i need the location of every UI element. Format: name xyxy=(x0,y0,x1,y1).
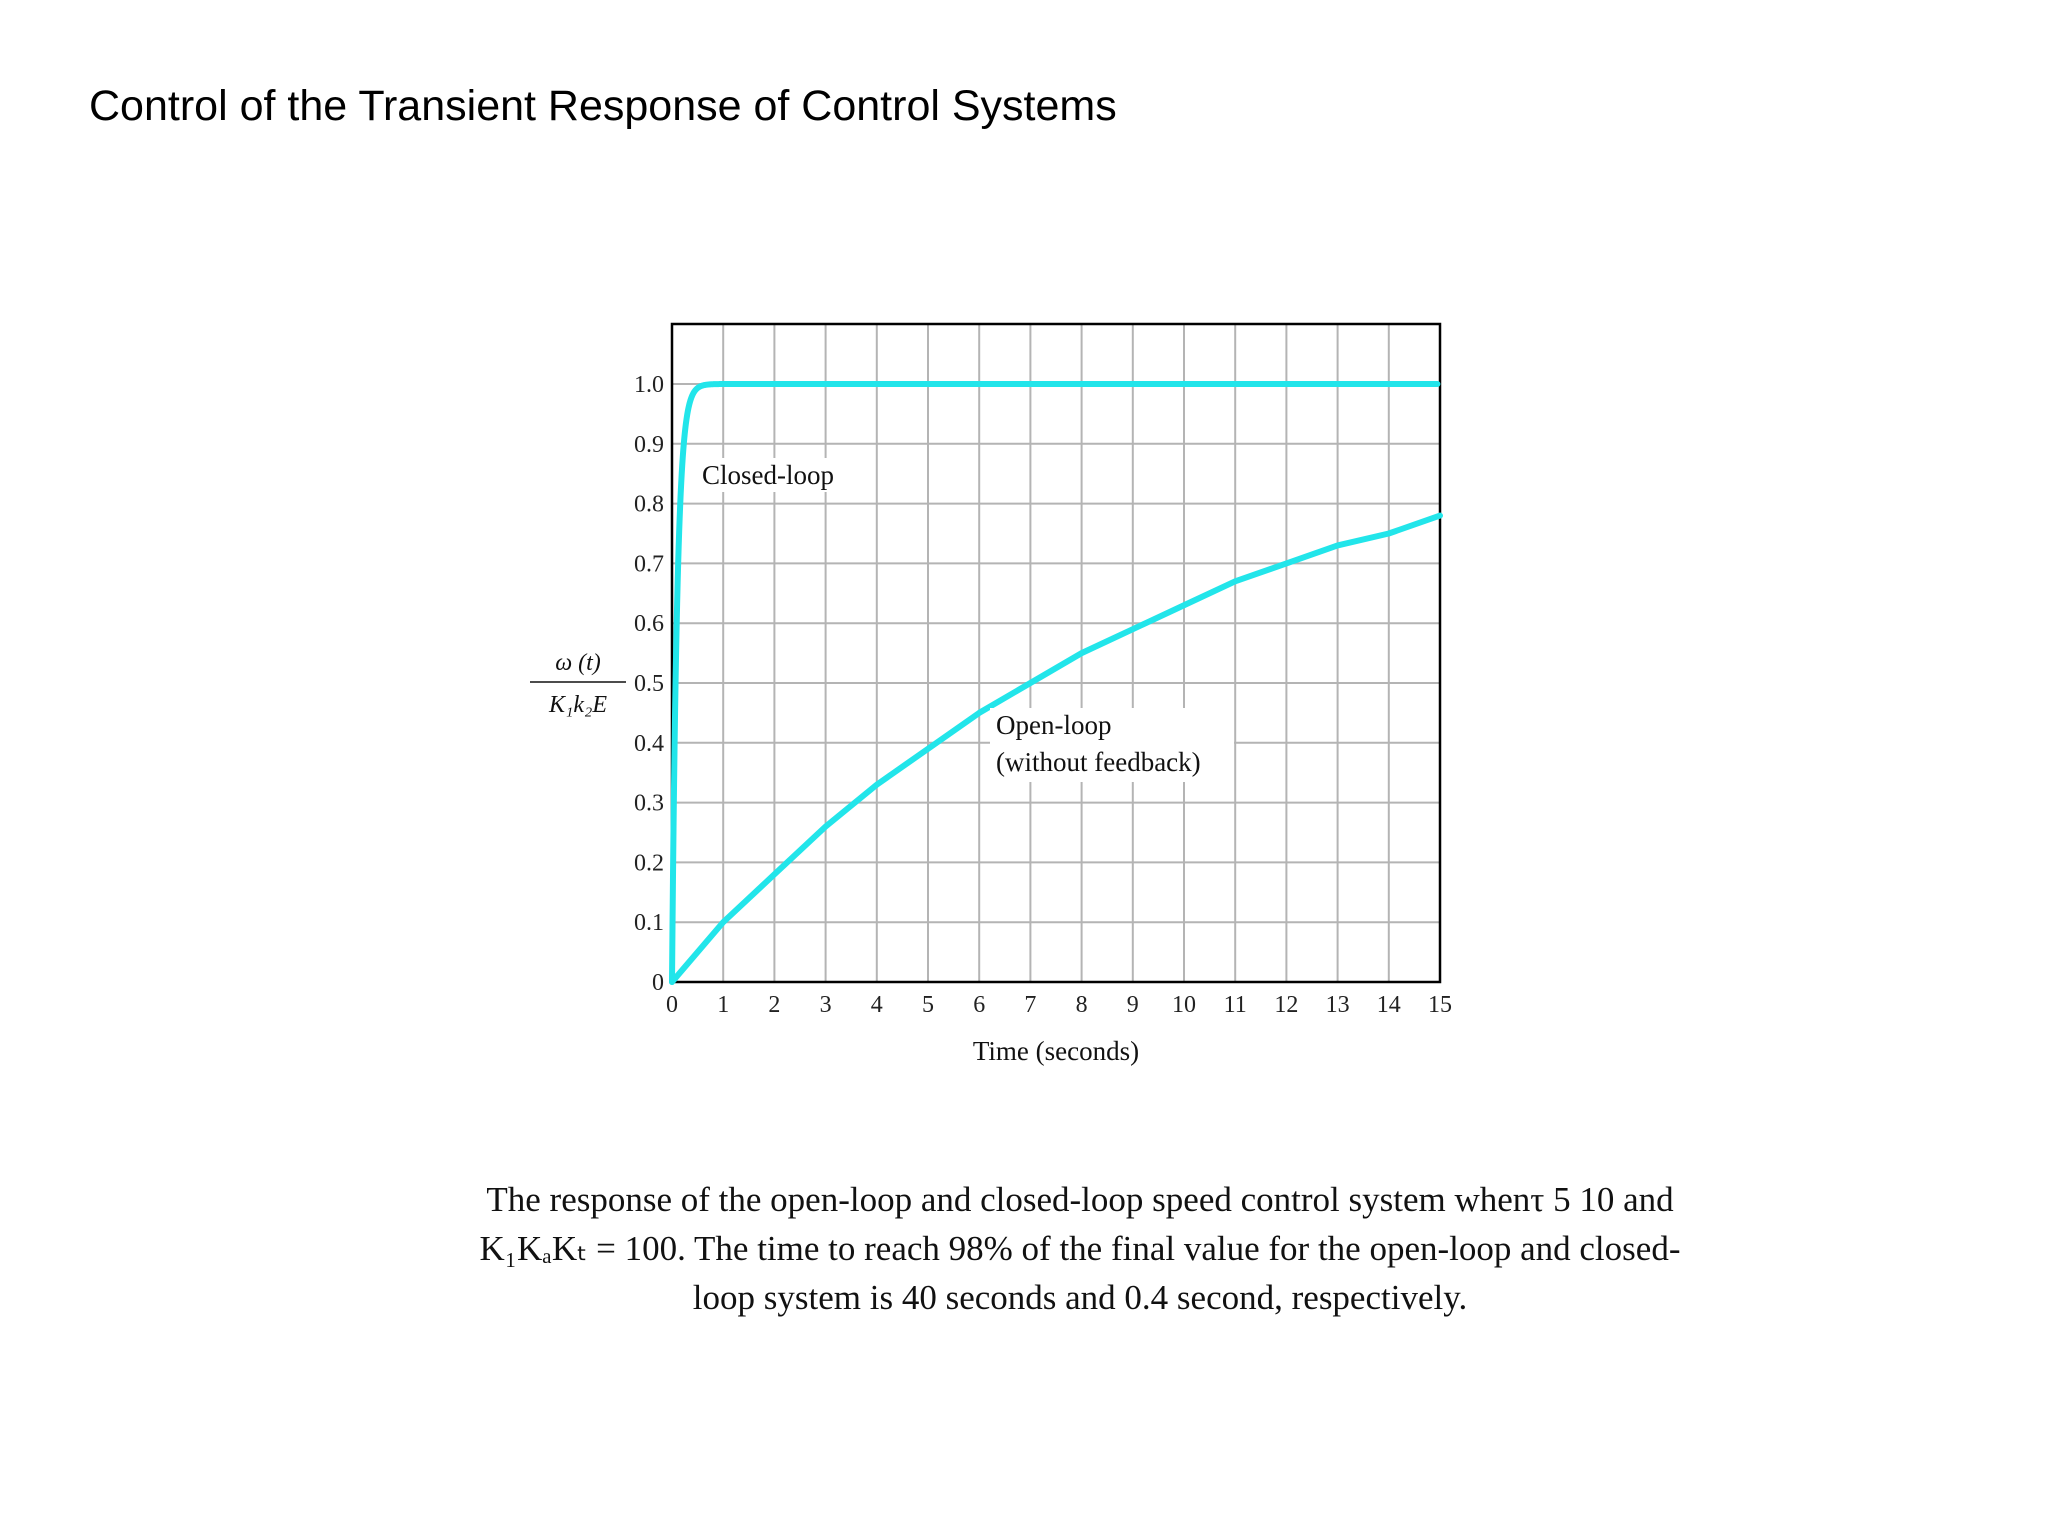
y-tick-label: 0 xyxy=(652,970,664,996)
x-tick-label: 5 xyxy=(922,992,934,1018)
y-axis-label xyxy=(530,650,626,718)
x-tick-label: 1 xyxy=(717,992,730,1018)
open-loop-label: Open-loop xyxy=(996,710,1112,740)
y-tick-label: 0.2 xyxy=(634,850,664,877)
y-tick-label: 0.9 xyxy=(634,431,664,458)
x-tick-label: 3 xyxy=(819,992,832,1018)
y-axis-label-numerator: ω (t) xyxy=(555,650,601,676)
caption-line-3: loop system is 40 seconds and 0.4 second, respectively. xyxy=(692,1278,1468,1317)
x-tick-label: 8 xyxy=(1075,992,1088,1018)
x-axis-label: Time (seconds) xyxy=(972,1036,1140,1066)
x-tick-label: 4 xyxy=(870,992,883,1018)
y-tick-labels xyxy=(634,372,664,996)
open-loop-annotation xyxy=(990,708,1234,782)
y-tick-label: 0.5 xyxy=(634,671,664,697)
x-tick-label: 10 xyxy=(1172,992,1196,1018)
y-tick-label: 0.7 xyxy=(634,551,664,578)
x-tick-label: 14 xyxy=(1376,992,1401,1018)
y-tick-label: 0.1 xyxy=(634,910,664,937)
plot-frame xyxy=(672,324,1440,982)
closed-loop-annotation xyxy=(696,458,858,492)
y-tick-label: 1.0 xyxy=(634,372,664,398)
x-tick-label: 15 xyxy=(1428,992,1452,1018)
x-tick-label: 6 xyxy=(973,992,986,1018)
x-tick-label: 0 xyxy=(666,992,678,1018)
y-tick-label: 0.6 xyxy=(634,611,664,638)
y-tick-label: 0.4 xyxy=(634,730,664,757)
figure-caption xyxy=(360,1175,1800,1322)
x-tick-label: 12 xyxy=(1274,992,1299,1018)
caption-line-2: K₁KₐKₜ = 100. The time to reach 98% of the final value for the open-loop and closed- xyxy=(479,1229,1681,1268)
x-tick-labels xyxy=(666,992,1452,1018)
x-tick-label: 7 xyxy=(1024,992,1037,1018)
x-tick-label: 9 xyxy=(1126,992,1139,1018)
x-tick-label: 2 xyxy=(768,992,781,1018)
open-loop-sublabel: (without feedback) xyxy=(996,747,1201,777)
closed-loop-label: Closed-loop xyxy=(702,460,834,490)
x-tick-label: 13 xyxy=(1325,992,1350,1018)
chart-grid xyxy=(672,324,1440,982)
caption-line-1: The response of the open-loop and closed-loop speed control system whenτ 5 10 and xyxy=(486,1180,1674,1219)
y-tick-label: 0.8 xyxy=(634,491,664,518)
y-tick-label: 0.3 xyxy=(634,790,664,817)
slide-title: Control of the Transient Response of Control Systems xyxy=(89,82,1117,130)
y-axis-label-denominator: K₁k₂E xyxy=(548,692,608,718)
x-tick-label: 11 xyxy=(1223,992,1247,1018)
